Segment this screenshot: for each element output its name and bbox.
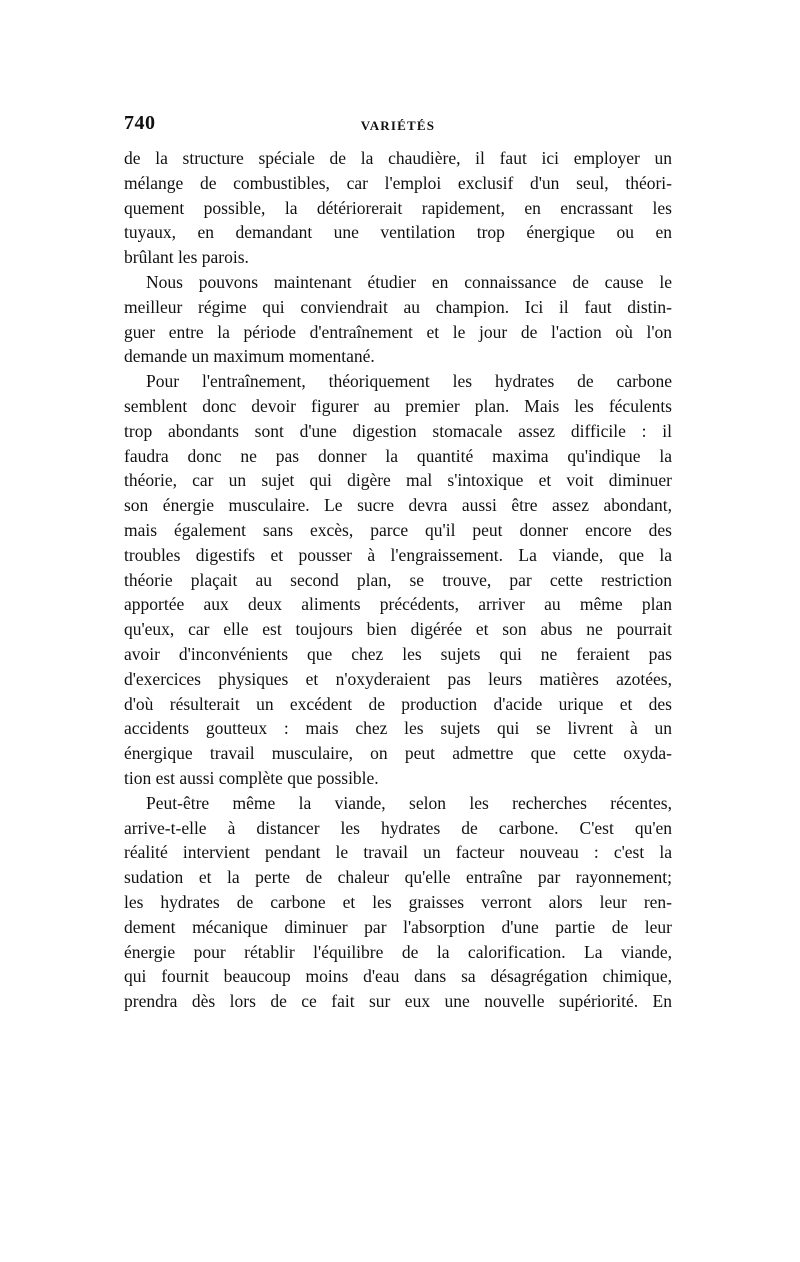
text-line: réalité intervient pendant le travail un facteur nouveau : c'est la: [124, 842, 672, 863]
text-line: théorie plaçait au second plan, se trouve, par cette restriction: [124, 569, 672, 590]
paragraph-1: [124, 146, 672, 270]
text-line: tuyaux, en demandant une ventilation trop énergique ou en: [124, 222, 672, 243]
text-line: dement mécanique diminuer par l'absorption d'une partie de leur: [124, 916, 672, 937]
text-line: son énergie musculaire. Le sucre devra aussi être assez abondant,: [124, 495, 672, 516]
paragraph-3: [124, 369, 672, 791]
text-line: énergique travail musculaire, on peut admettre que cette oxyda-: [124, 743, 672, 764]
text-line: mélange de combustibles, car l'emploi exclusif d'un seul, théori-: [124, 172, 672, 193]
text-line: semblent donc devoir figurer au premier plan. Mais les féculents: [124, 395, 672, 416]
text-line: faudra donc ne pas donner la quantité maxima qu'indique la: [124, 445, 672, 466]
text-line: d'où résulterait un excédent de production d'acide urique et des: [124, 693, 672, 714]
text-line: tion est aussi complète que possible.: [124, 767, 379, 788]
text-line: sudation et la perte de chaleur qu'elle entraîne par rayonnement;: [124, 867, 672, 888]
text-line: mais également sans excès, parce qu'il peut donner encore des: [124, 519, 672, 540]
text-line: guer entre la période d'entraînement et le jour de l'action où l'on: [124, 321, 672, 342]
text-line: brûlant les parois.: [124, 247, 249, 268]
text-line: troubles digestifs et pousser à l'engraissement. La viande, que la: [124, 544, 672, 565]
text-line: de la structure spéciale de la chaudière, il faut ici employer un: [124, 148, 672, 168]
running-title: VARIÉTÉS: [360, 118, 436, 133]
page-number: 740: [124, 112, 156, 134]
text-line: Nous pouvons maintenant étudier en connaissance de cause le: [146, 271, 672, 292]
text-line: trop abondants sont d'une digestion stomacale assez difficile : il: [124, 420, 672, 441]
page-header: [124, 112, 672, 146]
text-line: quement possible, la détériorerait rapidement, en encrassant les: [124, 197, 672, 218]
text-line: accidents goutteux : mais chez les sujets qui se livrent à un: [124, 718, 672, 739]
text-line: meilleur régime qui conviendrait au champion. Ici il faut distin-: [124, 296, 672, 317]
text-line: Pour l'entraînement, théoriquement les hydrates de carbone: [146, 371, 672, 392]
book-page: [124, 112, 672, 1014]
text-line: avoir d'inconvénients que chez les sujets qui ne feraient pas: [124, 643, 672, 664]
text-line: énergie pour rétablir l'équilibre de la calorification. La viande,: [124, 941, 672, 962]
text-line: théorie, car un sujet qui digère mal s'intoxique et voit diminuer: [124, 470, 672, 491]
text-line: prendra dès lors de ce fait sur eux une nouvelle supériorité. En: [124, 991, 672, 1012]
text-line: apportée aux deux aliments précédents, arriver au même plan: [124, 594, 672, 615]
text-line: arrive-t-elle à distancer les hydrates de carbone. C'est qu'en: [124, 817, 672, 838]
paragraph-2: [124, 270, 672, 369]
text-line: demande un maximum momentané.: [124, 346, 375, 367]
text-line: qui fournit beaucoup moins d'eau dans sa désagrégation chimique,: [124, 966, 672, 987]
text-line: les hydrates de carbone et les graisses verront alors leur ren-: [124, 891, 672, 912]
text-line: Peut-être même la viande, selon les recherches récentes,: [146, 792, 672, 813]
text-line: qu'eux, car elle est toujours bien digérée et son abus ne pourrait: [124, 619, 672, 640]
paragraph-4: [124, 791, 672, 1014]
text-line: d'exercices physiques et n'oxyderaient pas leurs matières azotées,: [124, 668, 672, 689]
